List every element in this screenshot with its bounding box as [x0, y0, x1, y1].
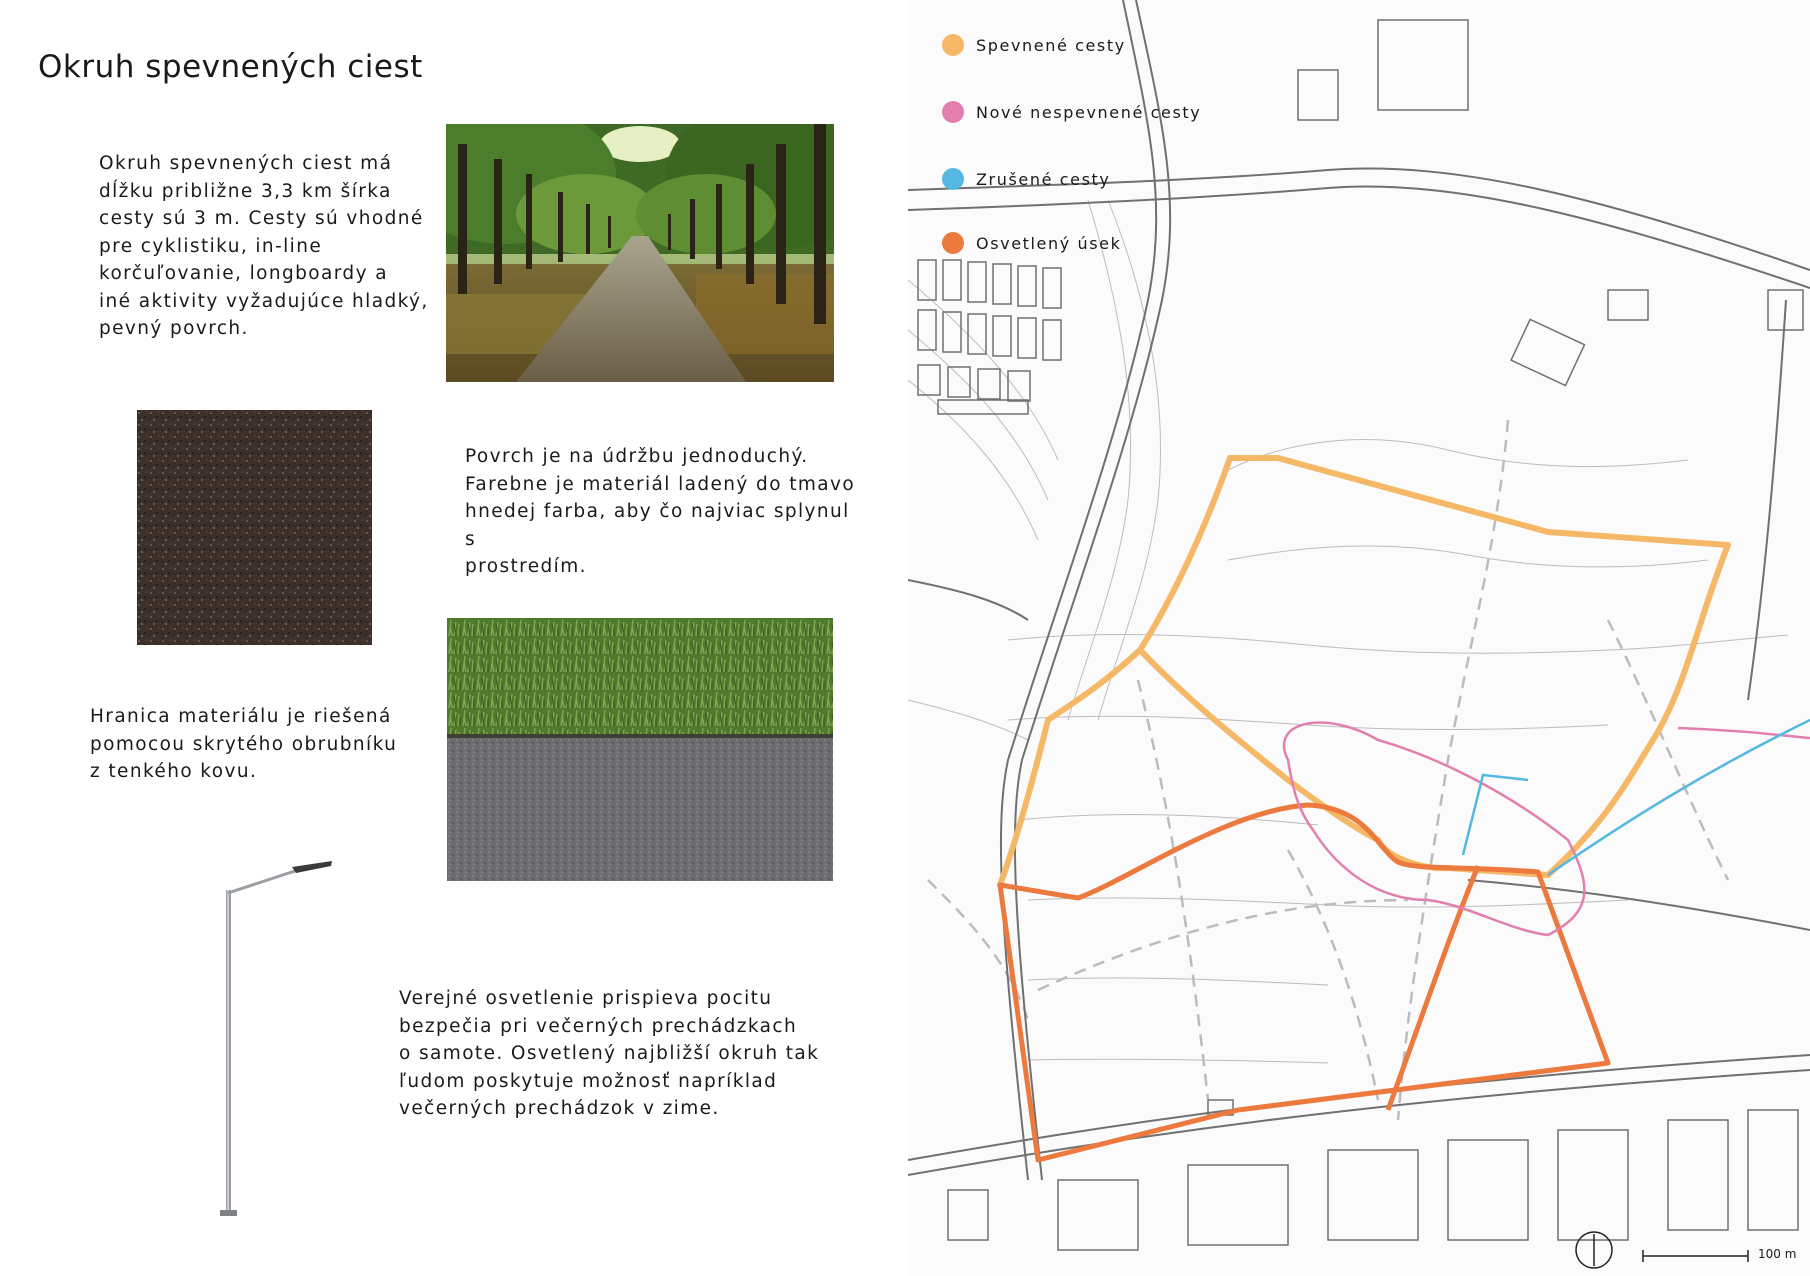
- legend-item-new-unpaved: [942, 101, 1201, 123]
- north-arrow: [1576, 1232, 1612, 1268]
- legend-label: Osvetlený úsek: [976, 233, 1122, 253]
- removed-roads: [1463, 720, 1810, 875]
- lighting-text: Verejné osvetlenie prispieva pocitu bezpečia pri večerných prechádzkach o samote. Osvetlený najbližší okruh tak ľudom poskytuje možnosť napríklad večerných prechádzok v zime.: [399, 988, 820, 1119]
- intro-text: Okruh spevnených ciest má dĺžku približne 3,3 km šírka cesty sú 3 m. Cesty sú vhodné pre cyklistiku, in-line korčuľovanie, longboardy a iné aktivity vyžadujúce hladký, pevný povrch.: [99, 153, 429, 339]
- existing-paths: [928, 420, 1728, 1120]
- asphalt-texture: [137, 410, 372, 645]
- map-canvas: [908, 0, 1810, 1276]
- legend-label: Zrušené cesty: [976, 169, 1111, 189]
- scale-label: 100 m: [1758, 1247, 1797, 1261]
- maintenance-text: Povrch je na údržbu jednoduchý. Farebne je materiál ladený do tmavo hnedej farba, aby čo najviac splynul s prostredím.: [465, 446, 856, 577]
- site-map: [908, 0, 1810, 1276]
- legend-label: Nové nespevnené cesty: [976, 102, 1202, 122]
- paved-roads: [1000, 458, 1728, 885]
- lit-section: [1000, 805, 1608, 1160]
- border-text: Hranica materiálu je riešená pomocou skrytého obrubníku z tenkého kovu.: [90, 706, 398, 782]
- scale-bar: [1643, 1250, 1748, 1262]
- legend-dot-lit: [942, 232, 964, 254]
- street-lamp-image: [200, 855, 350, 1220]
- legend-label: Spevnené cesty: [976, 35, 1126, 55]
- legend-item-lit: [942, 232, 1122, 254]
- terrain-contours: [908, 200, 1788, 1063]
- legend-item-paved: [942, 34, 1126, 56]
- legend-dot-paved: [942, 34, 964, 56]
- grass-asphalt-border-photo: [447, 618, 833, 881]
- legend-dot-new-unpaved: [942, 101, 964, 123]
- page-title: Okruh spevnených ciest: [38, 48, 423, 85]
- legend-item-removed: [942, 168, 1110, 190]
- legend-dot-removed: [942, 168, 964, 190]
- tree-alley-photo: [446, 124, 834, 382]
